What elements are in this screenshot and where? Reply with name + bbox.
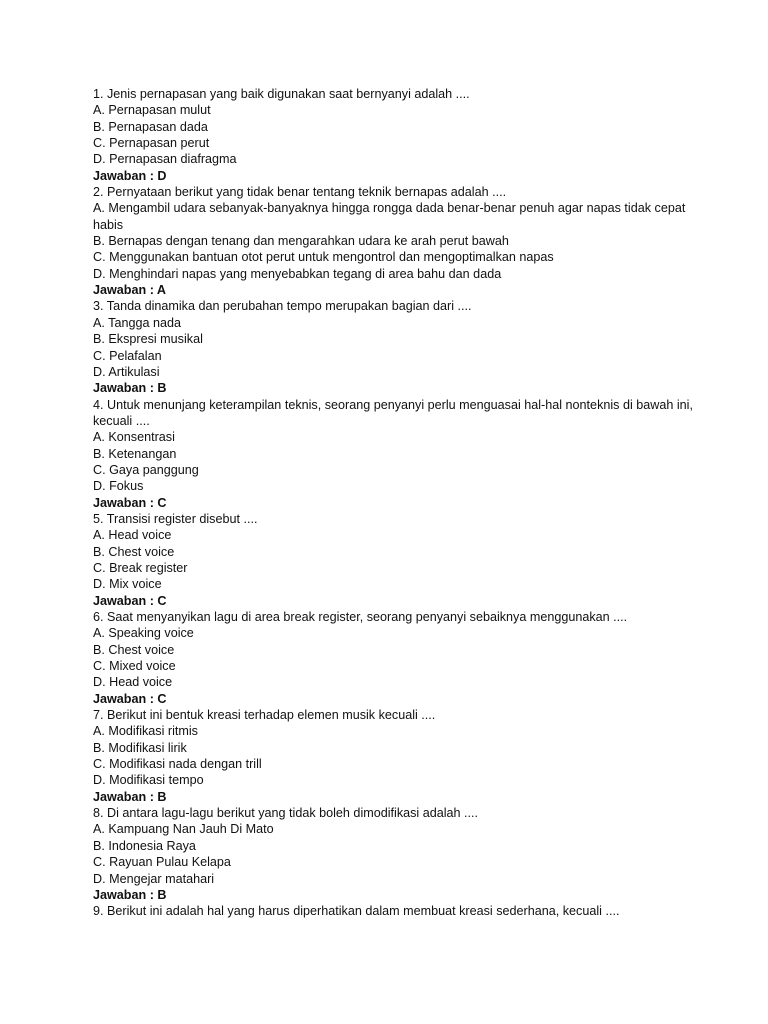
answer-key: Jawaban : A [93,283,167,298]
question-2 [93,184,693,298]
option-c: C. Modifikasi nada dengan trill [93,757,262,772]
document-page [93,86,693,920]
question-text: 9. Berikut ini adalah hal yang harus diperhatikan dalam membuat kreasi sederhana, kecuali .... [93,904,620,919]
answer-key: Jawaban : B [93,381,167,396]
question-text: 5. Transisi register disebut .... [93,511,258,526]
option-b: B. Pernapasan dada [93,119,208,134]
option-d: D. Menghindari napas yang menyebabkan tegang di area bahu dan dada [93,266,502,281]
option-b: B. Bernapas dengan tenang dan mengarahkan udara ke arah perut bawah [93,234,509,249]
question-9 [93,903,693,919]
option-c: C. Rayuan Pulau Kelapa [93,855,231,870]
answer-key: Jawaban : B [93,789,167,804]
question-6 [93,609,693,707]
question-4 [93,397,693,511]
option-a: A. Mengambil udara sebanyak-banyaknya hingga rongga dada benar-benar penuh agar napas tidak cepat habis [93,201,686,232]
question-text: 2. Pernyataan berikut yang tidak benar tentang teknik bernapas adalah .... [93,185,507,200]
option-a: A. Modifikasi ritmis [93,724,198,739]
option-a: A. Head voice [93,528,172,543]
option-c: C. Pernapasan perut [93,136,210,151]
option-a: A. Tangga nada [93,315,182,330]
option-a: A. Konsentrasi [93,430,175,445]
option-d: D. Fokus [93,479,144,494]
option-d: D. Artikulasi [93,364,160,379]
option-b: B. Indonesia Raya [93,838,196,853]
option-d: D. Pernapasan diafragma [93,152,237,167]
option-c: C. Break register [93,560,188,575]
option-a: A. Kampuang Nan Jauh Di Mato [93,822,274,837]
answer-key: Jawaban : C [93,495,167,510]
option-b: B. Ekspresi musikal [93,332,203,347]
option-b: B. Chest voice [93,642,175,657]
option-a: A. Speaking voice [93,626,194,641]
question-text: 7. Berikut ini bentuk kreasi terhadap elemen musik kecuali .... [93,708,436,723]
question-5 [93,511,693,609]
option-d: D. Modifikasi tempo [93,773,204,788]
option-d: D. Mix voice [93,577,162,592]
option-c: C. Pelafalan [93,348,162,363]
answer-key: Jawaban : C [93,593,167,608]
question-text: 6. Saat menyanyikan lagu di area break register, seorang penyanyi sebaiknya menggunakan .... [93,610,628,624]
option-a: A. Pernapasan mulut [93,103,211,118]
option-c: C. Gaya panggung [93,462,199,477]
question-text: 4. Untuk menunjang keterampilan teknis, seorang penyanyi perlu menguasai hal-hal nonteknis di bawah ini, kecuali .... [93,397,693,428]
question-text: 1. Jenis pernapasan yang baik digunakan saat bernyanyi adalah .... [93,87,470,101]
question-7 [93,707,693,805]
question-text: 8. Di antara lagu-lagu berikut yang tidak boleh dimodifikasi adalah .... [93,806,479,821]
answer-key: Jawaban : C [93,691,167,706]
question-text: 3. Tanda dinamika dan perubahan tempo merupakan bagian dari .... [93,299,472,314]
question-3 [93,298,693,396]
question-8 [93,805,693,903]
answer-key: Jawaban : D [93,168,167,183]
option-b: B. Chest voice [93,544,175,559]
question-1 [93,86,693,184]
option-c: C. Mixed voice [93,659,176,674]
option-b: B. Ketenangan [93,446,177,461]
option-b: B. Modifikasi lirik [93,740,187,755]
option-d: D. Mengejar matahari [93,871,215,886]
option-c: C. Menggunakan bantuan otot perut untuk mengontrol dan mengoptimalkan napas [93,250,554,265]
option-d: D. Head voice [93,675,173,690]
answer-key: Jawaban : B [93,887,167,902]
